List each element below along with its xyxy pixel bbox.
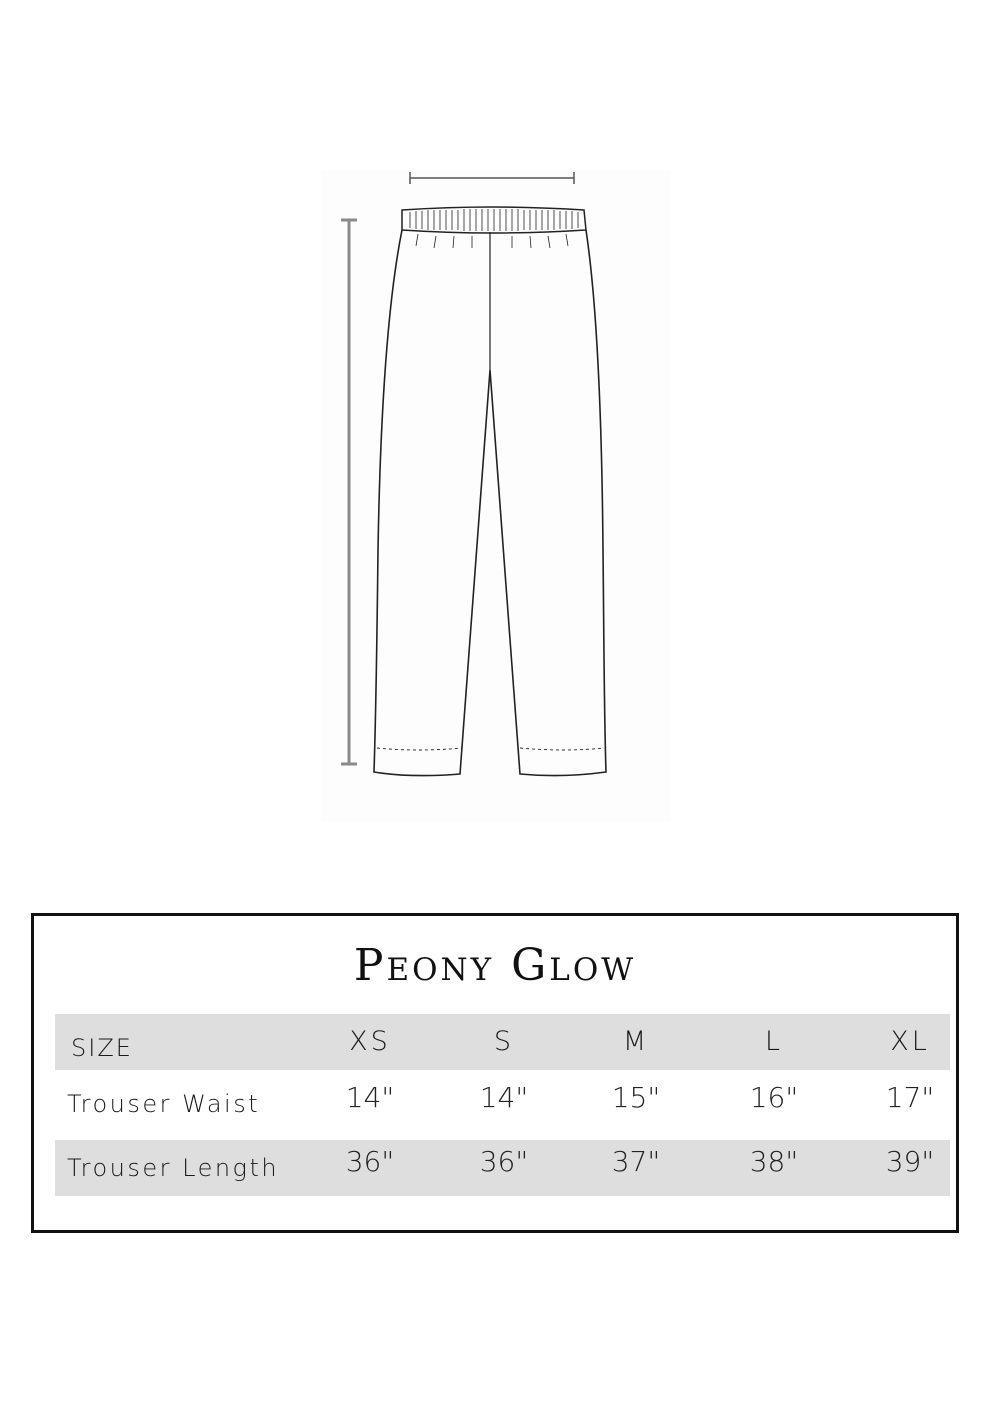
length-measure-line bbox=[341, 220, 357, 764]
trousers-flat-sketch-icon bbox=[322, 170, 670, 822]
waist-measure-line bbox=[410, 172, 574, 184]
size-header-row bbox=[55, 1014, 950, 1070]
chart-title: Peony Glow bbox=[353, 940, 637, 991]
size-chart bbox=[31, 913, 959, 1233]
waist-m-value: 15" bbox=[611, 1081, 661, 1114]
trousers-illustration bbox=[322, 170, 670, 822]
size-s-header: S bbox=[493, 1026, 515, 1057]
waist-xl-value: 17" bbox=[885, 1081, 935, 1114]
length-m-value: 37" bbox=[611, 1145, 661, 1178]
size-header-label: SIZE bbox=[71, 1034, 133, 1062]
waist-l-value: 16" bbox=[749, 1081, 799, 1114]
trouser-outline bbox=[374, 230, 606, 776]
row-label: Trouser Length bbox=[67, 1154, 280, 1182]
waist-s-value: 14" bbox=[479, 1081, 529, 1114]
length-s-value: 36" bbox=[479, 1145, 529, 1178]
length-xl-value: 39" bbox=[885, 1145, 935, 1178]
waistband bbox=[402, 207, 586, 248]
size-xl-header: XL bbox=[890, 1026, 930, 1057]
size-xs-header: XS bbox=[349, 1026, 391, 1057]
trouser-length-row bbox=[55, 1140, 950, 1196]
length-xs-value: 36" bbox=[345, 1145, 395, 1178]
length-l-value: 38" bbox=[749, 1145, 799, 1178]
trouser-waist-row bbox=[55, 1076, 950, 1132]
waist-xs-value: 14" bbox=[345, 1081, 395, 1114]
size-m-header: M bbox=[622, 1026, 650, 1057]
row-label: Trouser Waist bbox=[67, 1090, 261, 1118]
size-l-header: L bbox=[764, 1026, 784, 1057]
